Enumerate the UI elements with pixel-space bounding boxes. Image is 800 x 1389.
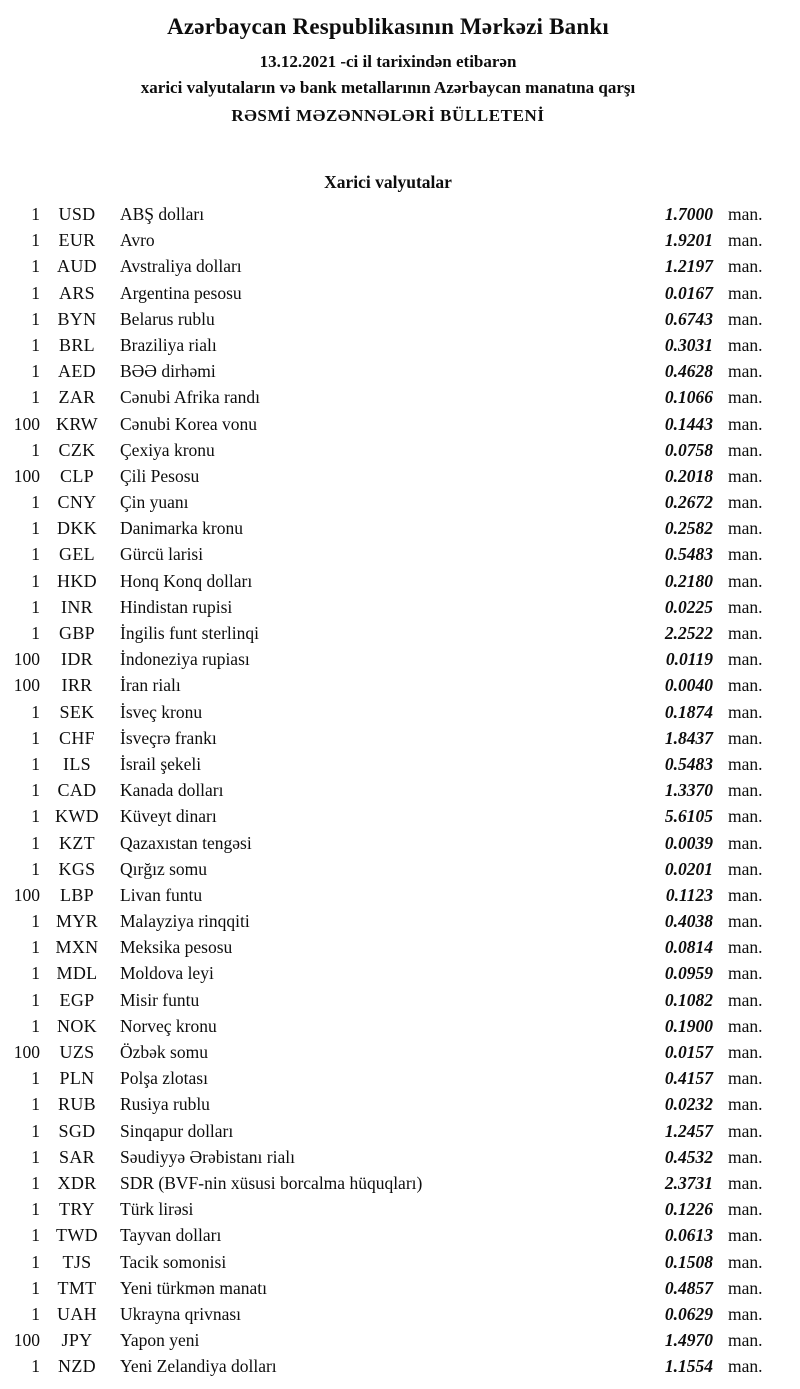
unit-cell: man.: [728, 544, 763, 565]
currency-code-cell: IRR: [61, 675, 93, 696]
currency-name-cell: Çin yuanı: [120, 492, 189, 513]
quantity-cell: 1: [31, 1120, 40, 1141]
rate-value-cell: 0.1508: [664, 1251, 713, 1272]
table-row: [6, 1013, 770, 1039]
unit-cell: man.: [728, 1094, 763, 1115]
rate-value-cell: 2.3731: [664, 1172, 713, 1193]
date-line: 13.12.2021 -ci il tarixindən etibarən: [259, 52, 517, 71]
table-row: [6, 541, 770, 567]
quantity-cell: 1: [31, 1356, 40, 1377]
unit-cell: man.: [728, 1225, 763, 1246]
currency-code-cell: BRL: [59, 334, 95, 355]
rate-value-cell: 2.2522: [664, 623, 713, 643]
table-row: [6, 1222, 770, 1248]
quantity-cell: 1: [31, 308, 40, 329]
table-row: [6, 620, 770, 646]
currency-code-cell: CLP: [60, 465, 94, 486]
unit-cell: man.: [728, 832, 763, 853]
unit-cell: man.: [728, 1199, 763, 1220]
quantity-cell: 100: [13, 649, 40, 670]
unit-cell: man.: [728, 334, 763, 355]
currency-code-cell: EGP: [59, 989, 95, 1010]
currency-name-cell: Danimarka kronu: [120, 518, 243, 539]
rate-value-cell: 0.4038: [664, 911, 713, 932]
currency-name-cell: Avstraliya dolları: [120, 256, 242, 277]
rate-value-cell: 0.0167: [664, 282, 713, 303]
currency-name-cell: Braziliya rialı: [120, 334, 217, 355]
currency-code-cell: ZAR: [58, 387, 96, 408]
quantity-cell: 1: [31, 858, 40, 879]
table-row: [6, 463, 770, 489]
table-row: [6, 803, 770, 829]
quantity-cell: 1: [31, 518, 40, 539]
rate-value-cell: 0.5483: [664, 544, 713, 565]
quantity-cell: 1: [31, 727, 40, 748]
quantity-cell: 1: [31, 1225, 40, 1246]
scope-line: xarici valyutaların və bank metallarının Azərbaycan manatına qarşı: [140, 78, 636, 97]
table-row: [6, 280, 770, 306]
quantity-cell: 1: [31, 1199, 40, 1220]
quantity-cell: 1: [31, 989, 40, 1010]
unit-cell: man.: [728, 1172, 763, 1193]
bulletin-title: RƏSMİ MƏZƏNNƏLƏRİ BÜLLETENİ: [231, 106, 545, 125]
quantity-cell: 1: [31, 753, 40, 774]
unit-cell: man.: [728, 1303, 763, 1324]
currency-name-cell: Norveç kronu: [120, 1015, 217, 1036]
currency-name-cell: İngilis funt sterlinqi: [120, 623, 260, 643]
currency-name-cell: Sinqapur dolları: [120, 1120, 234, 1141]
unit-cell: man.: [728, 989, 763, 1010]
rate-value-cell: 0.0119: [665, 649, 713, 670]
currency-name-cell: Argentina pesosu: [120, 282, 242, 303]
currency-name-cell: Cənubi Afrika randı: [120, 387, 260, 408]
currency-name-cell: Qırğız somu: [120, 858, 208, 879]
table-row: [6, 672, 770, 698]
currency-name-cell: Türk lirəsi: [120, 1199, 194, 1220]
currency-name-cell: Gürcü larisi: [120, 544, 204, 565]
unit-cell: man.: [728, 596, 763, 617]
quantity-cell: 1: [31, 937, 40, 958]
unit-cell: man.: [728, 649, 763, 670]
rate-value-cell: 0.5483: [664, 753, 713, 774]
rate-value-cell: 0.0225: [664, 596, 713, 617]
table-row: [6, 1118, 770, 1144]
quantity-cell: 1: [31, 1015, 40, 1036]
currency-code-cell: CZK: [58, 439, 96, 460]
currency-code-cell: CAD: [57, 780, 97, 801]
currency-code-cell: CHF: [59, 727, 95, 748]
rate-value-cell: 1.3370: [664, 780, 713, 801]
unit-cell: man.: [728, 1068, 763, 1089]
currency-name-cell: Səudiyyə Ərəbistanı rialı: [120, 1146, 295, 1167]
table-row: [6, 306, 770, 332]
table-row: [6, 1275, 770, 1301]
rate-value-cell: 1.2457: [664, 1120, 713, 1141]
unit-cell: man.: [728, 361, 763, 382]
currency-name-cell: SDR (BVF-nin xüsusi borcalma hüquqları): [120, 1172, 423, 1193]
table-row: [6, 725, 770, 751]
currency-code-cell: AED: [58, 361, 96, 382]
rate-value-cell: 0.0201: [664, 858, 713, 879]
quantity-cell: 1: [31, 1277, 40, 1298]
currency-name-cell: Cənubi Korea vonu: [120, 413, 258, 434]
quantity-cell: 1: [31, 282, 40, 303]
currency-code-cell: USD: [58, 204, 96, 224]
currency-name-cell: Honq Konq dolları: [120, 570, 253, 591]
currency-code-cell: MDL: [56, 963, 98, 984]
rate-value-cell: 0.0629: [664, 1303, 713, 1324]
unit-cell: man.: [728, 308, 763, 329]
currency-name-cell: Malayziya rinqqiti: [120, 911, 250, 932]
rates-table: [6, 201, 770, 1379]
unit-cell: man.: [728, 518, 763, 539]
table-row: [6, 882, 770, 908]
currency-name-cell: BƏƏ dirhəmi: [120, 361, 216, 382]
currency-code-cell: EUR: [58, 230, 96, 251]
table-row: [6, 751, 770, 777]
currency-name-cell: Hindistan rupisi: [120, 596, 233, 617]
rate-value-cell: 0.1874: [664, 701, 713, 722]
rate-value-cell: 0.2018: [664, 465, 713, 486]
table-row: [6, 411, 770, 437]
rate-value-cell: 0.4628: [664, 361, 713, 382]
quantity-cell: 1: [31, 832, 40, 853]
currency-code-cell: AUD: [57, 256, 97, 277]
rate-value-cell: 0.0157: [664, 1042, 713, 1062]
currency-name-cell: Qazaxıstan tengəsi: [120, 832, 252, 853]
currency-code-cell: KZT: [59, 832, 95, 853]
table-row: [6, 253, 770, 279]
rate-value-cell: 0.0039: [664, 832, 713, 853]
unit-cell: man.: [728, 963, 763, 984]
table-row: [6, 1301, 770, 1327]
currency-code-cell: SGD: [58, 1120, 96, 1141]
rate-value-cell: 0.1900: [664, 1015, 713, 1036]
currency-name-cell: Rusiya rublu: [120, 1094, 210, 1115]
rate-value-cell: 1.7000: [664, 204, 713, 224]
currency-name-cell: Tayvan dolları: [120, 1225, 222, 1246]
quantity-cell: 1: [31, 570, 40, 591]
unit-cell: man.: [728, 675, 763, 696]
quantity-cell: 1: [31, 911, 40, 932]
unit-cell: man.: [728, 623, 763, 643]
currency-code-cell: KGS: [58, 858, 96, 879]
rate-value-cell: 1.1554: [664, 1356, 713, 1377]
unit-cell: man.: [728, 1015, 763, 1036]
currency-name-cell: Çexiya kronu: [120, 439, 215, 460]
table-row: [6, 699, 770, 725]
rate-value-cell: 1.4970: [664, 1330, 713, 1351]
currency-name-cell: Livan funtu: [120, 884, 203, 905]
currency-name-cell: Tacik somonisi: [120, 1251, 227, 1272]
quantity-cell: 1: [31, 387, 40, 408]
currency-name-cell: Yeni Zelandiya dolları: [120, 1356, 277, 1377]
table-row: [6, 594, 770, 620]
rate-value-cell: 0.1123: [665, 884, 713, 905]
currency-code-cell: GBP: [59, 623, 95, 643]
unit-cell: man.: [728, 884, 763, 905]
rate-value-cell: 0.1443: [664, 413, 713, 434]
quantity-cell: 1: [31, 1068, 40, 1089]
table-row: [6, 332, 770, 358]
currency-code-cell: KRW: [56, 413, 98, 434]
currency-name-cell: İran rialı: [120, 675, 181, 696]
currency-code-cell: CNY: [57, 492, 97, 513]
table-row: [6, 960, 770, 986]
table-row: [6, 384, 770, 410]
rate-value-cell: 0.0959: [664, 963, 713, 984]
unit-cell: man.: [728, 911, 763, 932]
currency-name-cell: İsveçrə frankı: [120, 727, 217, 748]
currency-name-cell: Ukrayna qrivnası: [120, 1303, 242, 1324]
currency-name-cell: Kanada dolları: [120, 780, 224, 801]
currency-code-cell: DKK: [57, 518, 97, 539]
quantity-cell: 1: [31, 230, 40, 251]
quantity-cell: 100: [13, 675, 40, 696]
unit-cell: man.: [728, 465, 763, 486]
currency-name-cell: Yapon yeni: [120, 1330, 200, 1351]
table-row: [6, 358, 770, 384]
rate-value-cell: 0.4157: [664, 1068, 713, 1089]
currency-code-cell: TJS: [62, 1251, 92, 1272]
currency-code-cell: LBP: [60, 884, 94, 905]
quantity-cell: 100: [13, 465, 40, 486]
table-row: [6, 1091, 770, 1117]
currency-name-cell: Belarus rublu: [120, 308, 215, 329]
quantity-cell: 1: [31, 806, 40, 827]
quantity-cell: 1: [31, 204, 40, 224]
table-row: [6, 934, 770, 960]
currency-code-cell: NZD: [58, 1356, 96, 1377]
quantity-cell: 1: [31, 1172, 40, 1193]
quantity-cell: 100: [13, 1042, 40, 1062]
rate-value-cell: 0.4532: [664, 1146, 713, 1167]
currency-code-cell: MYR: [56, 911, 98, 932]
currency-code-cell: SAR: [59, 1146, 95, 1167]
unit-cell: man.: [728, 1330, 763, 1351]
table-row: [6, 201, 770, 227]
currency-code-cell: GEL: [59, 544, 95, 565]
rate-value-cell: 0.1226: [664, 1199, 713, 1220]
unit-cell: man.: [728, 387, 763, 408]
rate-value-cell: 0.0232: [664, 1094, 713, 1115]
table-row: [6, 908, 770, 934]
table-row: [6, 227, 770, 253]
currency-code-cell: NOK: [57, 1015, 97, 1036]
unit-cell: man.: [728, 256, 763, 277]
currency-code-cell: JPY: [61, 1330, 93, 1351]
quantity-cell: 100: [13, 413, 40, 434]
table-row: [6, 1196, 770, 1222]
rate-value-cell: 0.0613: [664, 1225, 713, 1246]
unit-cell: man.: [728, 1356, 763, 1377]
unit-cell: man.: [728, 439, 763, 460]
rate-value-cell: 1.9201: [664, 230, 713, 251]
rate-value-cell: 0.2582: [664, 518, 713, 539]
table-row: [6, 777, 770, 803]
bulletin-header: [6, 14, 770, 126]
table-row: [6, 1065, 770, 1091]
currency-code-cell: PLN: [59, 1068, 95, 1089]
currency-code-cell: BYN: [57, 308, 97, 329]
currency-code-cell: XDR: [57, 1172, 97, 1193]
currency-name-cell: Misir funtu: [120, 989, 200, 1010]
table-row: [6, 1144, 770, 1170]
unit-cell: man.: [728, 806, 763, 827]
unit-cell: man.: [728, 753, 763, 774]
quantity-cell: 1: [31, 596, 40, 617]
unit-cell: man.: [728, 282, 763, 303]
table-row: [6, 830, 770, 856]
currency-name-cell: İsveç kronu: [120, 701, 203, 722]
rate-value-cell: 0.2672: [664, 492, 713, 513]
unit-cell: man.: [728, 230, 763, 251]
quantity-cell: 1: [31, 334, 40, 355]
quantity-cell: 1: [31, 1146, 40, 1167]
quantity-cell: 1: [31, 439, 40, 460]
currency-code-cell: TRY: [59, 1199, 95, 1220]
rate-value-cell: 0.0814: [664, 937, 713, 958]
rate-value-cell: 0.3031: [664, 334, 713, 355]
unit-cell: man.: [728, 701, 763, 722]
table-row: [6, 1039, 770, 1065]
unit-cell: man.: [728, 1251, 763, 1272]
currency-code-cell: ILS: [63, 753, 91, 774]
currency-name-cell: ABŞ dolları: [120, 204, 205, 224]
rate-value-cell: 0.2180: [664, 570, 713, 591]
table-row: [6, 568, 770, 594]
currency-code-cell: SEK: [59, 701, 95, 722]
currency-name-cell: İsrail şekeli: [120, 753, 202, 774]
quantity-cell: 1: [31, 1303, 40, 1324]
currency-code-cell: UAH: [57, 1303, 97, 1324]
rate-value-cell: 5.6105: [664, 806, 713, 827]
currency-code-cell: UZS: [59, 1042, 95, 1062]
currency-code-cell: IDR: [61, 649, 93, 670]
currency-code-cell: RUB: [58, 1094, 96, 1115]
currency-code-cell: INR: [61, 596, 93, 617]
currency-name-cell: Avro: [120, 230, 155, 251]
currency-name-cell: Meksika pesosu: [120, 937, 233, 958]
rate-value-cell: 0.1082: [664, 989, 713, 1010]
table-row: [6, 1327, 770, 1353]
table-row: [6, 515, 770, 541]
rate-value-cell: 0.0758: [664, 439, 713, 460]
table-row: [6, 987, 770, 1013]
table-row: [6, 1249, 770, 1275]
quantity-cell: 1: [31, 1251, 40, 1272]
quantity-cell: 1: [31, 361, 40, 382]
unit-cell: man.: [728, 937, 763, 958]
unit-cell: man.: [728, 1042, 763, 1062]
table-row: [6, 437, 770, 463]
unit-cell: man.: [728, 1120, 763, 1141]
table-row: [6, 646, 770, 672]
unit-cell: man.: [728, 1146, 763, 1167]
currency-name-cell: Küveyt dinarı: [120, 806, 217, 827]
unit-cell: man.: [728, 727, 763, 748]
currency-name-cell: İndoneziya rupiası: [120, 649, 250, 670]
quantity-cell: 1: [31, 623, 40, 643]
unit-cell: man.: [728, 204, 763, 224]
currency-name-cell: Özbək somu: [120, 1042, 208, 1062]
currency-code-cell: TMT: [57, 1277, 97, 1298]
currency-name-cell: Polşa zlotası: [120, 1068, 208, 1089]
rate-value-cell: 1.2197: [664, 256, 713, 277]
table-row: [6, 489, 770, 515]
currency-code-cell: HKD: [57, 570, 97, 591]
quantity-cell: 1: [31, 1094, 40, 1115]
quantity-cell: 100: [13, 884, 40, 905]
rate-value-cell: 0.6743: [664, 308, 713, 329]
quantity-cell: 100: [13, 1330, 40, 1351]
unit-cell: man.: [728, 413, 763, 434]
unit-cell: man.: [728, 492, 763, 513]
section-title: Xarici valyutalar: [324, 172, 452, 192]
unit-cell: man.: [728, 858, 763, 879]
rate-value-cell: 1.8437: [664, 727, 713, 748]
currency-name-cell: Çili Pesosu: [120, 465, 200, 486]
unit-cell: man.: [728, 1277, 763, 1298]
quantity-cell: 1: [31, 701, 40, 722]
rate-value-cell: 0.0040: [664, 675, 713, 696]
quantity-cell: 1: [31, 492, 40, 513]
page-title: Azərbaycan Respublikasının Mərkəzi Bankı: [167, 14, 609, 39]
currency-code-cell: TWD: [56, 1225, 98, 1246]
currency-code-cell: MXN: [55, 937, 99, 958]
currency-code-cell: ARS: [59, 282, 95, 303]
quantity-cell: 1: [31, 544, 40, 565]
quantity-cell: 1: [31, 963, 40, 984]
unit-cell: man.: [728, 780, 763, 801]
quantity-cell: 1: [31, 256, 40, 277]
unit-cell: man.: [728, 570, 763, 591]
rate-value-cell: 0.4857: [664, 1277, 713, 1298]
table-row: [6, 1353, 770, 1379]
table-row: [6, 1170, 770, 1196]
table-row: [6, 856, 770, 882]
quantity-cell: 1: [31, 780, 40, 801]
currency-name-cell: Moldova leyi: [120, 963, 214, 984]
currency-code-cell: KWD: [55, 806, 99, 827]
rate-value-cell: 0.1066: [664, 387, 713, 408]
currency-name-cell: Yeni türkmən manatı: [120, 1277, 267, 1298]
